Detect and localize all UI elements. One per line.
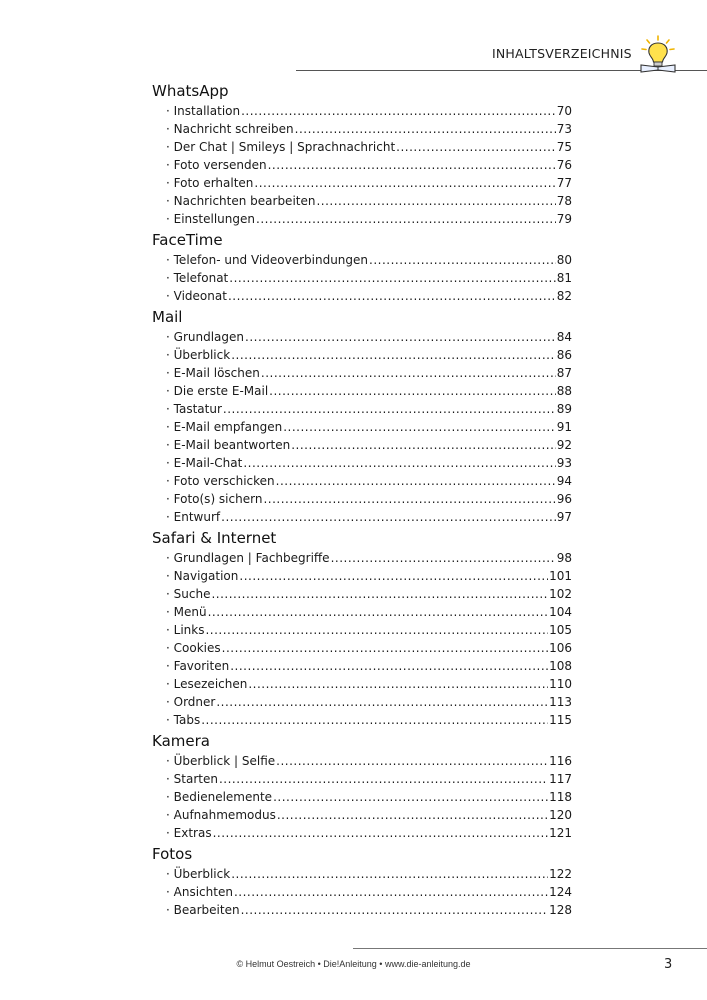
toc-entry-page: 117: [549, 772, 572, 786]
toc-entry: [152, 210, 572, 228]
page-header-title: INHALTSVERZEICHNIS: [492, 46, 632, 61]
toc-entry-page: 78: [556, 194, 572, 208]
dot-leader: [254, 174, 555, 192]
toc-entry-page: 96: [556, 492, 572, 506]
toc-entry: [152, 454, 572, 472]
dot-leader: [268, 156, 556, 174]
toc-entry: [152, 418, 572, 436]
dot-leader: [230, 657, 548, 675]
toc-entry-label: · Telefonat: [166, 269, 228, 287]
toc-entry-page: 115: [549, 713, 572, 727]
section-title: Safari & Internet: [152, 529, 277, 547]
toc-entry-label: · Suche: [166, 585, 210, 603]
toc-entry-label: · E-Mail löschen: [166, 364, 260, 382]
toc-entry-label: · Extras: [166, 824, 212, 842]
toc-entry: [152, 770, 572, 788]
toc-section: [152, 843, 572, 919]
toc-entry-page: 97: [556, 510, 572, 524]
toc-entry-label: · Foto verschicken: [166, 472, 275, 490]
toc-entry-page: 88: [556, 384, 572, 398]
dot-leader: [201, 711, 548, 729]
toc-entry-page: 84: [556, 330, 572, 344]
toc-entry: [152, 585, 572, 603]
toc-entry-page: 116: [549, 754, 572, 768]
toc-entry: [152, 269, 572, 287]
toc-entry: [152, 657, 572, 675]
dot-leader: [223, 400, 556, 418]
toc-entry: [152, 621, 572, 639]
toc-section: [152, 730, 572, 842]
toc-entry-page: 73: [556, 122, 572, 136]
dot-leader: [331, 549, 556, 567]
dot-leader: [208, 603, 549, 621]
toc-entry-page: 121: [549, 826, 572, 840]
toc-entry: [152, 824, 572, 842]
toc-entry: [152, 788, 572, 806]
toc-entry: [152, 346, 572, 364]
toc-entry: [152, 693, 572, 711]
toc-entry-label: · Aufnahmemodus: [166, 806, 276, 824]
section-title: Kamera: [152, 732, 210, 750]
toc-entry: [152, 382, 572, 400]
footer-divider: [353, 948, 707, 949]
toc-entry-label: · Nachrichten bearbeiten: [166, 192, 315, 210]
toc-section: [152, 527, 572, 729]
toc-entry-label: · Tastatur: [166, 400, 222, 418]
section-title: Fotos: [152, 845, 193, 863]
footer-copyright: © Helmut Oestreich • Die!Anleitung • www.die-anleitung.de: [236, 959, 471, 969]
toc-entry-label: · Starten: [166, 770, 218, 788]
toc-entry: [152, 102, 572, 120]
toc-entry: [152, 328, 572, 346]
dot-leader: [229, 269, 555, 287]
section-title: WhatsApp: [152, 82, 229, 100]
toc-entry: [152, 567, 572, 585]
toc-entry-label: · Navigation: [166, 567, 238, 585]
section-title: FaceTime: [152, 231, 223, 249]
toc-entry: [152, 174, 572, 192]
toc-entry: [152, 287, 572, 305]
toc-entry: [152, 711, 572, 729]
toc-entry-page: 124: [549, 885, 572, 899]
toc-entry-page: 110: [549, 677, 572, 691]
section-title: Mail: [152, 308, 183, 326]
page-number: 3: [664, 957, 673, 972]
toc-entry-label: · E-Mail-Chat: [166, 454, 242, 472]
toc-entry-label: · Ansichten: [166, 883, 233, 901]
dot-leader: [295, 120, 556, 138]
toc-entry: [152, 364, 572, 382]
toc-entry-label: · Überblick: [166, 865, 230, 883]
table-of-contents: [152, 80, 572, 919]
toc-entry: [152, 138, 572, 156]
toc-entry-label: · Bedienelemente: [166, 788, 272, 806]
toc-entry-page: 81: [556, 271, 572, 285]
dot-leader: [276, 472, 556, 490]
toc-entry-page: 93: [556, 456, 572, 470]
dot-leader: [248, 675, 548, 693]
toc-entry-page: 128: [549, 903, 572, 917]
dot-leader: [243, 454, 555, 472]
dot-leader: [276, 752, 548, 770]
toc-entry: [152, 156, 572, 174]
dot-leader: [231, 865, 548, 883]
dot-leader: [273, 788, 548, 806]
toc-entry-label: · Grundlagen | Fachbegriffe: [166, 549, 330, 567]
toc-entry-page: 89: [556, 402, 572, 416]
dot-leader: [291, 436, 556, 454]
toc-entry-label: · Einstellungen: [166, 210, 255, 228]
toc-entry-label: · Favoriten: [166, 657, 229, 675]
dot-leader: [205, 621, 548, 639]
toc-entry: [152, 675, 572, 693]
toc-entry-label: · Menü: [166, 603, 207, 621]
toc-entry-label: · Die erste E-Mail: [166, 382, 268, 400]
dot-leader: [216, 693, 548, 711]
toc-entry: [152, 806, 572, 824]
toc-entry-page: 122: [549, 867, 572, 881]
toc-entry-label: · Foto versenden: [166, 156, 267, 174]
toc-entry-label: · Videonat: [166, 287, 227, 305]
dot-leader: [261, 364, 556, 382]
toc-entry: [152, 865, 572, 883]
toc-entry: [152, 192, 572, 210]
toc-entry: [152, 120, 572, 138]
toc-entry: [152, 752, 572, 770]
dot-leader: [211, 585, 548, 603]
toc-entry: [152, 639, 572, 657]
toc-entry-page: 108: [549, 659, 572, 673]
toc-entry-page: 102: [549, 587, 572, 601]
toc-entry-label: · Überblick | Selfie: [166, 752, 275, 770]
dot-leader: [231, 346, 556, 364]
toc-entry-label: · Tabs: [166, 711, 200, 729]
toc-entry-label: · Cookies: [166, 639, 221, 657]
toc-section: [152, 306, 572, 526]
toc-entry-label: · Lesezeichen: [166, 675, 247, 693]
toc-entry: [152, 603, 572, 621]
dot-leader: [269, 382, 556, 400]
dot-leader: [277, 806, 548, 824]
toc-entry-label: · E-Mail beantworten: [166, 436, 290, 454]
dot-leader: [241, 102, 556, 120]
toc-entry-page: 105: [549, 623, 572, 637]
dot-leader: [263, 490, 555, 508]
toc-entry-page: 94: [556, 474, 572, 488]
toc-entry: [152, 883, 572, 901]
toc-entry-page: 87: [556, 366, 572, 380]
toc-section: [152, 80, 572, 228]
toc-entry: [152, 472, 572, 490]
dot-leader: [245, 328, 556, 346]
dot-leader: [219, 770, 548, 788]
lightbulb-book-icon: [637, 34, 679, 74]
toc-entry-label: · Bearbeiten: [166, 901, 240, 919]
dot-leader: [213, 824, 549, 842]
toc-entry: [152, 436, 572, 454]
dot-leader: [369, 251, 556, 269]
toc-entry: [152, 490, 572, 508]
toc-entry-page: 77: [556, 176, 572, 190]
dot-leader: [239, 567, 548, 585]
toc-entry-page: 91: [556, 420, 572, 434]
toc-entry-page: 76: [556, 158, 572, 172]
dot-leader: [256, 210, 556, 228]
toc-entry-label: · Foto erhalten: [166, 174, 253, 192]
toc-entry-label: · Entwurf: [166, 508, 220, 526]
dot-leader: [222, 639, 548, 657]
toc-entry-page: 98: [556, 551, 572, 565]
toc-entry-page: 80: [556, 253, 572, 267]
toc-entry: [152, 251, 572, 269]
toc-entry-page: 79: [556, 212, 572, 226]
dot-leader: [221, 508, 556, 526]
toc-entry-page: 82: [556, 289, 572, 303]
toc-entry-page: 101: [549, 569, 572, 583]
toc-entry: [152, 901, 572, 919]
dot-leader: [234, 883, 548, 901]
toc-entry-label: · E-Mail empfangen: [166, 418, 282, 436]
toc-entry-page: 120: [549, 808, 572, 822]
toc-entry: [152, 549, 572, 567]
toc-entry-label: · Foto(s) sichern: [166, 490, 262, 508]
dot-leader: [396, 138, 556, 156]
toc-entry-label: · Telefon- und Videoverbindungen: [166, 251, 368, 269]
toc-entry-label: · Ordner: [166, 693, 215, 711]
dot-leader: [283, 418, 555, 436]
toc-entry: [152, 508, 572, 526]
toc-section: [152, 229, 572, 305]
toc-entry-label: · Links: [166, 621, 204, 639]
toc-entry-label: · Nachricht schreiben: [166, 120, 294, 138]
toc-entry-label: · Grundlagen: [166, 328, 244, 346]
toc-entry-label: · Der Chat | Smileys | Sprachnachricht: [166, 138, 395, 156]
dot-leader: [228, 287, 556, 305]
toc-entry-page: 70: [556, 104, 572, 118]
toc-entry-page: 104: [549, 605, 572, 619]
toc-entry-page: 92: [556, 438, 572, 452]
toc-entry-page: 113: [549, 695, 572, 709]
toc-entry-page: 75: [556, 140, 572, 154]
toc-entry-page: 106: [549, 641, 572, 655]
toc-entry-page: 118: [549, 790, 572, 804]
dot-leader: [241, 901, 549, 919]
dot-leader: [316, 192, 555, 210]
toc-entry-page: 86: [556, 348, 572, 362]
toc-entry-label: · Installation: [166, 102, 240, 120]
toc-entry: [152, 400, 572, 418]
toc-entry-label: · Überblick: [166, 346, 230, 364]
